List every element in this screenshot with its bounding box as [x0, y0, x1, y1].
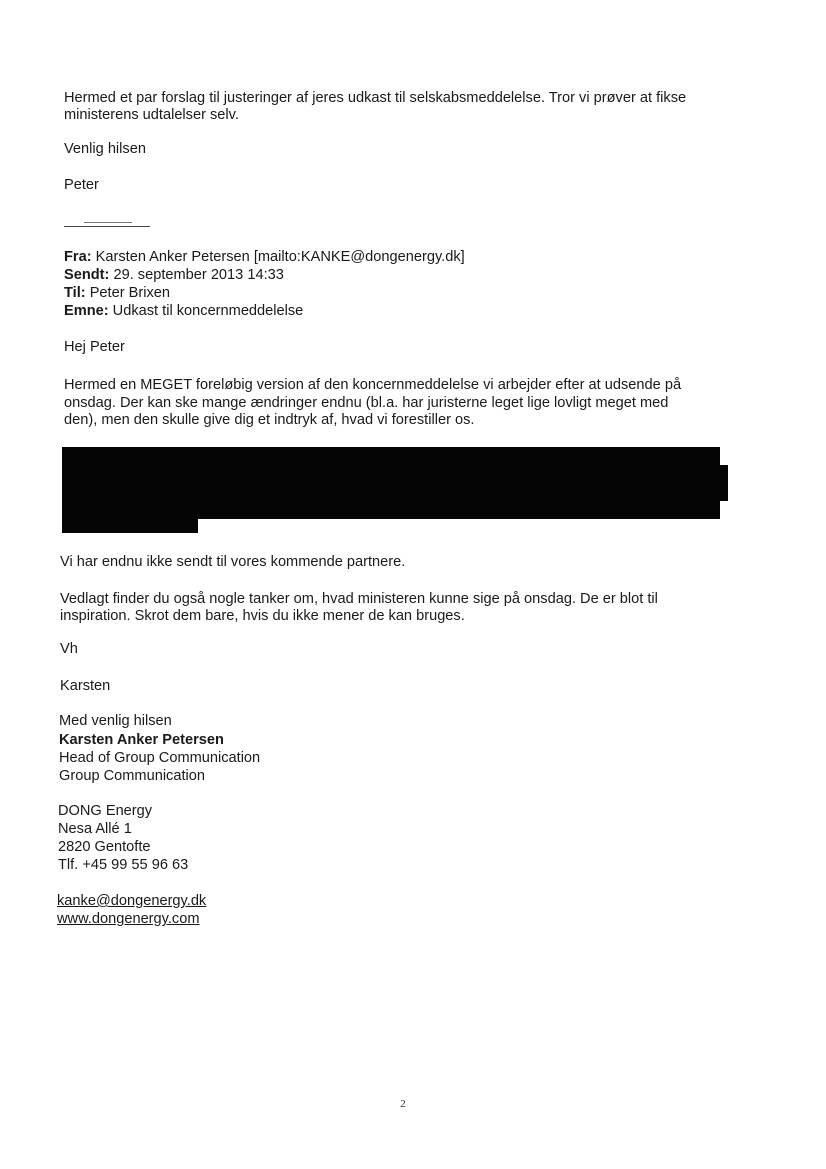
signature-regards: Med venlig hilsen [59, 713, 172, 729]
to-label: Til: [64, 285, 86, 301]
header-subject [64, 302, 303, 320]
body-para2: Vi har endnu ikke sendt til vores kommende partnere. [60, 554, 406, 570]
header-from [64, 248, 465, 266]
signature-city: 2820 Gentofte [58, 839, 151, 855]
body-para1-line2: onsdag. Der kan ske mange ændringer endnu (bl.a. har juristerne leget lige lovligt meget med [64, 395, 669, 411]
intro-line-1: Hermed et par forslag til justeringer af jeres udkast til selskabsmeddelelse. Tror vi prøver at fikse [64, 90, 687, 106]
signature-phone: Tlf. +45 99 55 96 63 [58, 857, 189, 873]
body-salutation: Hej Peter [64, 339, 125, 355]
signature-department: Group Communication [59, 768, 206, 784]
signature-street: Nesa Allé 1 [58, 821, 132, 837]
subject-value: Udkast til koncernmeddelelse [112, 303, 304, 319]
header-sent [64, 266, 284, 284]
separator-line [64, 226, 150, 227]
body-para3-line1: Vedlagt finder du også nogle tanker om, hvad ministeren kunne sige på onsdag. De er blot til [60, 591, 658, 607]
body-para3-line2: inspiration. Skrot dem bare, hvis du ikke mener de kan bruges. [60, 608, 465, 624]
signature-company: DONG Energy [58, 803, 153, 819]
to-value: Peter Brixen [89, 285, 170, 301]
intro-signoff-name: Peter [64, 177, 99, 193]
body-closing: Vh [60, 641, 78, 657]
redaction-block-tail [62, 515, 198, 533]
signature-website-link[interactable]: www.dongenergy.com [57, 911, 200, 927]
redaction-block [62, 447, 720, 519]
signature-email-link[interactable]: kanke@dongenergy.dk [57, 893, 207, 909]
intro-greeting: Venlig hilsen [64, 141, 146, 157]
signature-title: Head of Group Communication [59, 750, 261, 766]
subject-label: Emne: [64, 303, 109, 319]
body-sender: Karsten [60, 678, 111, 694]
body-para1-line1: Hermed en MEGET foreløbig version af den koncernmeddelelse vi arbejder efter at udsende på [64, 377, 682, 393]
separator-line-top [84, 222, 132, 223]
header-to [64, 284, 170, 302]
from-label: Fra: [64, 249, 92, 265]
sent-value: 29. september 2013 14:33 [113, 267, 284, 283]
from-value: Karsten Anker Petersen [mailto:KANKE@dongenergy.dk] [95, 249, 465, 265]
intro-line-2: ministerens udtalelser selv. [64, 107, 239, 123]
signature-name: Karsten Anker Petersen [59, 732, 224, 748]
body-para1-line3: den), men den skulle give dig et indtryk af, hvad vi forestiller os. [64, 412, 475, 428]
sent-label: Sendt: [64, 267, 110, 283]
redaction-block-edge [716, 465, 728, 501]
page-number: 2 [400, 1098, 406, 1110]
